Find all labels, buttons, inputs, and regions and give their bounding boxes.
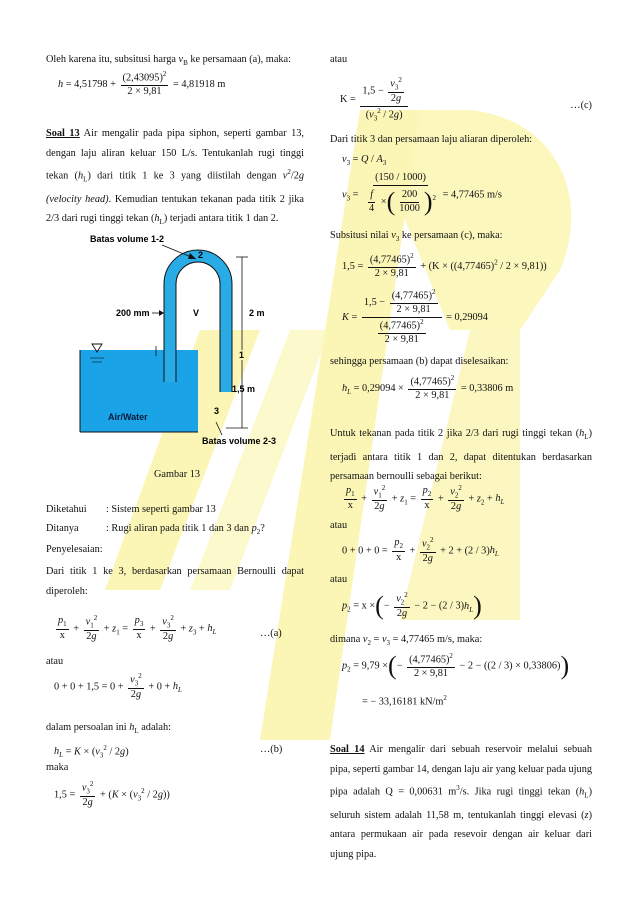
label-2m: 2 m xyxy=(249,308,265,318)
equation-b-number: …(b) xyxy=(260,744,283,755)
left-column xyxy=(46,54,305,809)
equation-v3-a: $v_3 = Q / A_3$ xyxy=(342,154,387,168)
equation-maka: 1,5 = $\frac{v_3^2}{2g}$ + $(K \times (v_3^2 / 2g))$ xyxy=(54,780,170,809)
atau-text-2: atau xyxy=(330,520,348,531)
bernoulli-text: Dari titik 1 ke 3, berdasarkan persamaan Bernoulli dapat diperoleh: xyxy=(46,566,304,597)
equation-b: $h_L = K \times (v_3^2 / 2g)$ xyxy=(54,744,129,760)
equation-h: h = 4,51798 + $\frac{(2,43095)^2}{2 \times 9,81}$ = 4,81918 m xyxy=(58,70,226,98)
equation-bernoulli-12: $\frac{p_1}{x}$ + $\frac{v_1^2}{2g}$ + $z_1$ = $\frac{p_2}{x}$ + $\frac{v_2^2}{2g}$ + $z_2 + h_L$ xyxy=(346,484,505,513)
equation-v3-b: $v_3$ = (150 / 1000) $\frac{f}{4}$ ×( $\frac{200}{1000}$ )$^2$ = 4,77465 m/s xyxy=(342,172,502,216)
label-batas-volume-1-2: Batas volume 1-2 xyxy=(90,234,165,244)
subs-text: Subsitusi nilai $v_3$ ke persamaan (c), maka: xyxy=(330,230,503,244)
penyelesaian-heading: Penyelesaian: xyxy=(46,544,103,555)
untuk-text: Untuk tekanan pada titik 2 jika 2/3 dari rugi tinggi tekan $(h_L)$ terjadi antara titik 1 dan 2, dapat ditentukan berdasarkan persamaan bernoulli sebagai berikut: xyxy=(330,428,592,483)
equation-hl: $h_L = 0,29094$ × $\frac{(4,77465)^2}{2 \times 9,81}$ = 0,33806 m xyxy=(342,374,514,402)
equation-p2: $p_2 = x$ ×(− $\frac{v_2^2}{2g}$ − $2 - (2 / 3)h_L$) xyxy=(342,591,482,620)
equation-a: $\frac{p_1}{x}$ + $\frac{v_1^2}{2g}$ + $z_1$ = $\frac{p_3}{x}$ + $\frac{v_3^2}{2g}$ + $z_3 + h_L$ xyxy=(58,614,217,643)
equation-a-number: …(a) xyxy=(260,628,282,639)
sehingga-text: sehingga persamaan (b) dapat diselesaikan: xyxy=(330,356,509,367)
equation-p2-numeric: $p_2 = 9,79$ ×(− $\frac{(4,77465)^2}{2 \times 9,81}$ − 2 − ((2 / 3) × 0,33806)) xyxy=(342,651,570,680)
figure-caption: Gambar 13 xyxy=(154,469,201,480)
dalam-text: dalam persoalan ini $h_L$ adalah: xyxy=(46,722,171,736)
equation-zero2: 0 + 0 + 0 = $\frac{p_2}{x}$ + $\frac{v_2^2}{2g}$ + $2 + (2 / 3)h_L$ xyxy=(342,536,499,565)
intro-text: Oleh karena itu, subsitusi harga $v_B$ ke persamaan (a), maka: xyxy=(46,54,291,68)
label-200mm: 200 mm xyxy=(116,308,150,318)
label-15m: 1,5 m xyxy=(232,384,256,394)
atau-text-3: atau xyxy=(330,574,348,585)
label-point-2: 2 xyxy=(198,250,204,260)
equation-zero: 0 + 0 + 1,5 = 0 + $\frac{v_3^2}{2g}$ + $0 + h_L$ xyxy=(54,672,182,701)
right-column xyxy=(330,54,592,860)
label-point-1: 1 xyxy=(239,350,245,360)
siphon-figure xyxy=(46,232,304,464)
soal13-paragraph: Soal 13 Air mengalir pada pipa siphon, seperti gambar 13, dengan laju aliran keluar 150 L/s. Tentukanlah rugi tinggi tekan $(h_L)$ dari titik 1 ke 3 yang diistilah dengan $v^2/2g$ (velocity head). Kemudian tentukan tekanan pada titik 2 jika 2/3 dari rugi tinggi tekan $(h_L)$ terjadi antara titik 1 dan 2. xyxy=(46,128,305,227)
equation-p2-result: = − 33,16181 $kN/m^2$ xyxy=(362,694,447,708)
dimana-text: dimana $v_2 = v_3 = 4,77465$ m/s, maka: xyxy=(330,634,483,648)
atau-text-1: atau xyxy=(46,656,64,667)
equation-c: K = 1,5 − $\frac{v_3^2}{2g}$ $(v_3^2 / 2g)$ xyxy=(340,76,410,123)
maka-text: maka xyxy=(46,762,69,773)
soal14-paragraph: Soal 14 Air mengalir dari sebuah reservoir melalui sebuah pipa, seperti gambar 14, dengan laju air yang keluar pada ujung pipa adalah Q = 0,00631 $m^3/s$. Jika rugi tinggi tekan $(h_L)$ seluruh sistem adalah 11,58 m, tentukanlah tinggi elevasi (z) antara permukaan air pada resevoir dengan air keluar dari ujung pipa. xyxy=(330,744,592,860)
equation-c-number: …(c) xyxy=(570,100,592,111)
label-batas-volume-2-3: Batas volume 2-3 xyxy=(202,436,277,446)
equation-15: 1,5 = $\frac{(4,77465)^2}{2 \times 9,81}$ + $(K \times ((4,77465)^2 / 2 \times 9,81))$ xyxy=(342,252,547,280)
dari-text: Dari titik 3 dan persamaan laju aliaran diperoleh: xyxy=(330,134,533,145)
label-air-water: Air/Water xyxy=(108,412,148,422)
given-block: Diketahui : Sistem seperti gambar 13 Ditanya : Rugi aliran pada titik 1 dan 3 dan $p_2$? xyxy=(46,504,265,537)
equation-K: K = 1,5 − $\frac{(4,77465)^2}{2 \times 9,81}$ $\frac{(4,77465)^2}{2 \times 9,81}$ = 0,29094 xyxy=(342,288,488,346)
label-v: V xyxy=(193,308,200,318)
label-point-3: 3 xyxy=(214,406,220,416)
atau-text-top: atau xyxy=(330,54,348,65)
